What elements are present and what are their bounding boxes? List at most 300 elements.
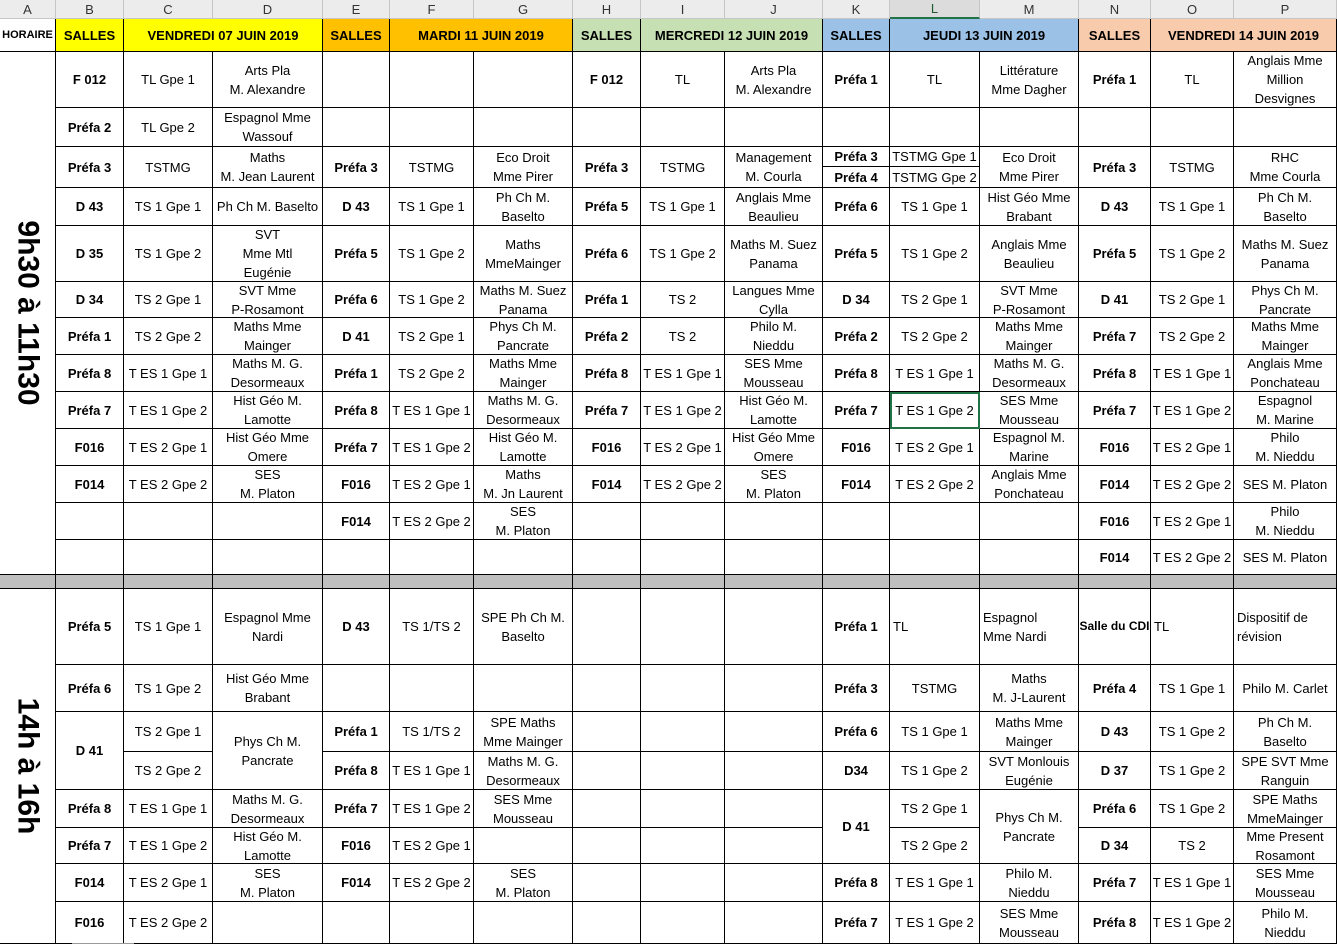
- subject-cell[interactable]: Hist Géo Mme Omere: [725, 429, 823, 466]
- room-cell[interactable]: Préfa 6: [323, 282, 390, 318]
- class-cell[interactable]: TSTMG: [390, 147, 474, 188]
- room-cell[interactable]: D 43: [1079, 712, 1151, 752]
- class-cell[interactable]: TSTMG Gpe 2: [890, 167, 980, 188]
- room-cell[interactable]: D 41: [56, 712, 124, 790]
- class-cell[interactable]: TS 2 Gpe 1: [890, 790, 980, 828]
- column-header-a[interactable]: A: [0, 0, 56, 19]
- room-cell[interactable]: D 43: [56, 188, 124, 226]
- class-cell-empty[interactable]: [641, 540, 725, 575]
- room-cell-empty[interactable]: [573, 864, 641, 902]
- room-cell-empty[interactable]: [573, 503, 641, 540]
- room-cell[interactable]: Salle du CDI: [1079, 589, 1151, 665]
- room-cell[interactable]: Préfa 8: [1079, 355, 1151, 392]
- class-cell[interactable]: TL: [890, 589, 980, 665]
- subject-cell[interactable]: Ph Ch M. Baselto: [1234, 188, 1337, 226]
- room-cell[interactable]: Préfa 8: [573, 355, 641, 392]
- column-header-k[interactable]: K: [823, 0, 890, 19]
- room-cell[interactable]: F016: [323, 466, 390, 503]
- room-cell[interactable]: Préfa 7: [573, 392, 641, 429]
- class-cell[interactable]: T ES 1 Gpe 2: [390, 429, 474, 466]
- room-cell[interactable]: D 41: [323, 318, 390, 355]
- room-cell[interactable]: D34: [823, 752, 890, 790]
- subject-cell[interactable]: Ph Ch M. Baselto: [1234, 712, 1337, 752]
- column-header-p[interactable]: P: [1234, 0, 1337, 19]
- class-cell[interactable]: T ES 2 Gpe 1: [1151, 429, 1234, 466]
- class-cell[interactable]: T ES 1 Gpe 1: [124, 790, 213, 828]
- class-cell[interactable]: T ES 1 Gpe 1: [390, 752, 474, 790]
- room-cell[interactable]: Préfa 5: [323, 226, 390, 282]
- class-cell[interactable]: TS 2 Gpe 2: [890, 828, 980, 864]
- room-cell[interactable]: Préfa 6: [823, 188, 890, 226]
- room-cell-empty[interactable]: [573, 540, 641, 575]
- subject-cell[interactable]: SVT Mme Mtl Eugénie: [213, 226, 323, 282]
- class-cell-empty[interactable]: [890, 108, 980, 147]
- subject-cell[interactable]: Espagnol Mme Nardi: [213, 589, 323, 665]
- salles-header-1[interactable]: SALLES: [323, 19, 390, 52]
- class-cell[interactable]: T ES 1 Gpe 1: [890, 355, 980, 392]
- subject-cell[interactable]: SES M. Platon: [213, 466, 323, 503]
- room-cell[interactable]: Préfa 1: [323, 712, 390, 752]
- room-cell[interactable]: Préfa 8: [823, 355, 890, 392]
- class-cell[interactable]: T ES 2 Gpe 2: [124, 902, 213, 944]
- room-cell[interactable]: Préfa 3: [823, 665, 890, 712]
- salles-header-3[interactable]: SALLES: [823, 19, 890, 52]
- class-cell[interactable]: T ES 2 Gpe 1: [124, 429, 213, 466]
- class-cell[interactable]: T ES 1 Gpe 2: [1151, 902, 1234, 944]
- subject-cell-empty[interactable]: [725, 589, 823, 665]
- subject-cell-empty[interactable]: [725, 712, 823, 752]
- subject-cell[interactable]: Maths M. Suez Panama: [725, 226, 823, 282]
- room-cell-empty[interactable]: [56, 503, 124, 540]
- room-cell[interactable]: D 35: [56, 226, 124, 282]
- column-header-h[interactable]: H: [573, 0, 641, 19]
- subject-cell[interactable]: SVT Mme P-Rosamont: [213, 282, 323, 318]
- class-cell-empty[interactable]: [641, 665, 725, 712]
- subject-cell[interactable]: Mme Present Rosamont: [1234, 828, 1337, 864]
- room-cell[interactable]: Préfa 7: [823, 902, 890, 944]
- class-cell[interactable]: TS 2 Gpe 2: [390, 355, 474, 392]
- room-cell[interactable]: F014: [323, 864, 390, 902]
- room-cell[interactable]: Préfa 4: [823, 167, 890, 188]
- subject-cell[interactable]: Maths Mme Mainger: [980, 712, 1079, 752]
- class-cell[interactable]: T ES 1 Gpe 2: [1151, 392, 1234, 429]
- class-cell[interactable]: TS 1 Gpe 2: [641, 226, 725, 282]
- subject-cell[interactable]: SES M. Platon: [1234, 540, 1337, 575]
- room-cell[interactable]: Préfa 5: [823, 226, 890, 282]
- subject-cell[interactable]: Espagnol Mme Wassouf: [213, 108, 323, 147]
- salles-header-0[interactable]: SALLES: [56, 19, 124, 52]
- subject-cell[interactable]: SPE Ph Ch M. Baselto: [474, 589, 573, 665]
- class-cell-empty[interactable]: [641, 589, 725, 665]
- subject-cell[interactable]: Anglais Mme Ponchateau: [1234, 355, 1337, 392]
- subject-cell-empty[interactable]: [980, 540, 1079, 575]
- room-cell[interactable]: Préfa 2: [56, 108, 124, 147]
- column-header-j[interactable]: J: [725, 0, 823, 19]
- subject-cell[interactable]: SES M. Platon: [1234, 466, 1337, 503]
- subject-cell[interactable]: Philo M. Nieddu: [725, 318, 823, 355]
- class-cell-empty[interactable]: [390, 902, 474, 944]
- subject-cell[interactable]: Maths Mme Mainger: [474, 355, 573, 392]
- room-cell[interactable]: Préfa 7: [56, 392, 124, 429]
- class-cell[interactable]: TS 1 Gpe 2: [1151, 712, 1234, 752]
- subject-cell[interactable]: Anglais Mme Beaulieu: [725, 188, 823, 226]
- subject-cell[interactable]: Hist Géo M. Lamotte: [213, 392, 323, 429]
- room-cell[interactable]: Préfa 3: [1079, 147, 1151, 188]
- subject-cell[interactable]: Maths M. Suez Panama: [474, 282, 573, 318]
- class-cell-empty[interactable]: [641, 712, 725, 752]
- room-cell[interactable]: F016: [323, 828, 390, 864]
- subject-cell-empty[interactable]: [725, 503, 823, 540]
- room-cell[interactable]: Préfa 6: [573, 226, 641, 282]
- room-cell[interactable]: Préfa 7: [823, 392, 890, 429]
- room-cell[interactable]: Préfa 1: [573, 282, 641, 318]
- class-cell[interactable]: TL: [1151, 589, 1234, 665]
- subject-cell-empty[interactable]: [725, 864, 823, 902]
- subject-cell-empty[interactable]: [980, 503, 1079, 540]
- class-cell-empty[interactable]: [641, 828, 725, 864]
- subject-cell[interactable]: SES M. Platon: [725, 466, 823, 503]
- subject-cell[interactable]: Maths M. G. Desormeaux: [980, 355, 1079, 392]
- class-cell[interactable]: TSTMG: [1151, 147, 1234, 188]
- room-cell-empty[interactable]: [323, 665, 390, 712]
- subject-cell[interactable]: Anglais Mme Million Desvignes: [1234, 52, 1337, 108]
- class-cell[interactable]: T ES 2 Gpe 2: [641, 466, 725, 503]
- class-cell[interactable]: TS 2 Gpe 1: [890, 282, 980, 318]
- room-cell[interactable]: D 41: [823, 790, 890, 864]
- column-header-e[interactable]: E: [323, 0, 390, 19]
- room-cell[interactable]: Préfa 1: [56, 318, 124, 355]
- subject-cell-empty[interactable]: [980, 108, 1079, 147]
- room-cell[interactable]: D 43: [323, 589, 390, 665]
- class-cell[interactable]: TS 1 Gpe 1: [390, 188, 474, 226]
- room-cell-empty[interactable]: [323, 540, 390, 575]
- column-header-f[interactable]: F: [390, 0, 474, 19]
- class-cell[interactable]: TS 2 Gpe 1: [390, 318, 474, 355]
- class-cell[interactable]: TS 2 Gpe 2: [1151, 318, 1234, 355]
- subject-cell-empty[interactable]: [725, 540, 823, 575]
- subject-cell[interactable]: Maths Mme Mainger: [213, 318, 323, 355]
- subject-cell[interactable]: Anglais Mme Ponchateau: [980, 466, 1079, 503]
- room-cell[interactable]: Préfa 1: [323, 355, 390, 392]
- room-cell[interactable]: F014: [323, 503, 390, 540]
- class-cell[interactable]: TS 2 Gpe 2: [124, 318, 213, 355]
- subject-cell-empty[interactable]: [725, 108, 823, 147]
- class-cell[interactable]: TS 2 Gpe 2: [890, 318, 980, 355]
- room-cell-empty[interactable]: [323, 108, 390, 147]
- class-cell[interactable]: TS 1 Gpe 2: [390, 226, 474, 282]
- horaire-header[interactable]: HORAIRE: [0, 19, 56, 52]
- room-cell-empty[interactable]: [573, 665, 641, 712]
- subject-cell[interactable]: Hist Géo M. Lamotte: [213, 828, 323, 864]
- subject-cell-empty[interactable]: [725, 665, 823, 712]
- subject-cell-empty[interactable]: [725, 790, 823, 828]
- class-cell-empty[interactable]: [390, 540, 474, 575]
- column-header-n[interactable]: N: [1079, 0, 1151, 19]
- class-cell[interactable]: TS 1 Gpe 1: [1151, 665, 1234, 712]
- room-cell[interactable]: F016: [56, 429, 124, 466]
- subject-cell[interactable]: Langues Mme Cylla: [725, 282, 823, 318]
- subject-cell[interactable]: Espagnol M. Marine: [980, 429, 1079, 466]
- subject-cell-empty[interactable]: [213, 503, 323, 540]
- room-cell[interactable]: F 012: [56, 52, 124, 108]
- class-cell[interactable]: TS 1/TS 2: [390, 712, 474, 752]
- subject-cell[interactable]: Hist Géo M. Lamotte: [474, 429, 573, 466]
- sheet-tab[interactable]: [72, 943, 134, 948]
- selected-cell-l11[interactable]: T ES 1 Gpe 2: [890, 392, 980, 429]
- class-cell[interactable]: T ES 1 Gpe 1: [1151, 355, 1234, 392]
- class-cell[interactable]: T ES 2 Gpe 1: [390, 828, 474, 864]
- room-cell[interactable]: D 41: [1079, 282, 1151, 318]
- subject-cell[interactable]: Espagnol Mme Nardi: [980, 589, 1079, 665]
- room-cell[interactable]: Préfa 3: [323, 147, 390, 188]
- class-cell[interactable]: TL: [890, 52, 980, 108]
- class-cell[interactable]: TS 2 Gpe 1: [124, 712, 213, 752]
- room-cell[interactable]: Préfa 8: [1079, 902, 1151, 944]
- class-cell[interactable]: T ES 2 Gpe 2: [390, 864, 474, 902]
- column-header-c[interactable]: C: [124, 0, 213, 19]
- class-cell[interactable]: TS 1 Gpe 2: [890, 226, 980, 282]
- class-cell[interactable]: T ES 2 Gpe 1: [641, 429, 725, 466]
- subject-cell[interactable]: Eco Droit Mme Pirer: [980, 147, 1079, 188]
- room-cell[interactable]: F 012: [573, 52, 641, 108]
- room-cell[interactable]: D 37: [1079, 752, 1151, 790]
- class-cell[interactable]: TSTMG: [641, 147, 725, 188]
- room-cell[interactable]: D 34: [56, 282, 124, 318]
- class-cell[interactable]: TL Gpe 2: [124, 108, 213, 147]
- class-cell[interactable]: TS 1 Gpe 2: [890, 752, 980, 790]
- class-cell[interactable]: TS 2 Gpe 1: [1151, 282, 1234, 318]
- day-header-3[interactable]: JEUDI 13 JUIN 2019: [890, 19, 1079, 52]
- room-cell[interactable]: F014: [1079, 540, 1151, 575]
- room-cell[interactable]: F014: [1079, 466, 1151, 503]
- class-cell[interactable]: TS 1 Gpe 2: [1151, 226, 1234, 282]
- subject-cell[interactable]: SVT Mme P-Rosamont: [980, 282, 1079, 318]
- subject-cell[interactable]: Ph Ch M. Baselto: [213, 188, 323, 226]
- subject-cell[interactable]: SES M. Platon: [474, 503, 573, 540]
- room-cell[interactable]: Préfa 8: [56, 355, 124, 392]
- subject-cell[interactable]: Philo M. Carlet: [1234, 665, 1337, 712]
- class-cell[interactable]: T ES 2 Gpe 1: [1151, 503, 1234, 540]
- subject-cell[interactable]: SES M. Platon: [474, 864, 573, 902]
- room-cell[interactable]: Préfa 2: [573, 318, 641, 355]
- subject-cell[interactable]: RHC Mme Courla: [1234, 147, 1337, 188]
- class-cell[interactable]: TL Gpe 1: [124, 52, 213, 108]
- class-cell[interactable]: TS 2: [641, 282, 725, 318]
- subject-cell[interactable]: Management M. Courla: [725, 147, 823, 188]
- subject-cell[interactable]: Ph Ch M. Baselto: [474, 188, 573, 226]
- room-cell[interactable]: D 34: [823, 282, 890, 318]
- class-cell[interactable]: T ES 1 Gpe 1: [390, 392, 474, 429]
- subject-cell[interactable]: SPE Maths Mme Mainger: [474, 712, 573, 752]
- subject-cell-empty[interactable]: [725, 902, 823, 944]
- room-cell-empty[interactable]: [573, 589, 641, 665]
- room-cell-empty[interactable]: [56, 540, 124, 575]
- room-cell[interactable]: F014: [56, 864, 124, 902]
- class-cell[interactable]: T ES 2 Gpe 2: [124, 466, 213, 503]
- class-cell[interactable]: TS 1 Gpe 2: [1151, 752, 1234, 790]
- class-cell[interactable]: T ES 1 Gpe 2: [124, 828, 213, 864]
- day-header-1[interactable]: MARDI 11 JUIN 2019: [390, 19, 573, 52]
- class-cell[interactable]: T ES 1 Gpe 1: [1151, 864, 1234, 902]
- column-header-d[interactable]: D: [213, 0, 323, 19]
- class-cell[interactable]: T ES 2 Gpe 2: [890, 466, 980, 503]
- column-header-g[interactable]: G: [474, 0, 573, 19]
- class-cell-empty[interactable]: [641, 864, 725, 902]
- subject-cell[interactable]: SPE SVT Mme Ranguin: [1234, 752, 1337, 790]
- subject-cell[interactable]: Eco Droit Mme Pirer: [474, 147, 573, 188]
- room-cell[interactable]: D 43: [1079, 188, 1151, 226]
- subject-cell[interactable]: Hist Géo Mme Brabant: [213, 665, 323, 712]
- class-cell-empty[interactable]: [890, 503, 980, 540]
- class-cell-empty[interactable]: [390, 665, 474, 712]
- class-cell[interactable]: T ES 2 Gpe 2: [1151, 466, 1234, 503]
- room-cell[interactable]: Préfa 3: [823, 147, 890, 167]
- room-cell-empty[interactable]: [823, 503, 890, 540]
- subject-cell-empty[interactable]: [474, 540, 573, 575]
- class-cell[interactable]: TL: [641, 52, 725, 108]
- class-cell[interactable]: T ES 1 Gpe 1: [124, 355, 213, 392]
- subject-cell[interactable]: Anglais Mme Beaulieu: [980, 226, 1079, 282]
- class-cell[interactable]: T ES 1 Gpe 2: [124, 392, 213, 429]
- class-cell[interactable]: T ES 2 Gpe 1: [890, 429, 980, 466]
- class-cell[interactable]: TS 1 Gpe 2: [390, 282, 474, 318]
- room-cell-empty[interactable]: [573, 712, 641, 752]
- day-header-0[interactable]: VENDREDI 07 JUIN 2019: [124, 19, 323, 52]
- class-cell-empty[interactable]: [1151, 108, 1234, 147]
- subject-cell[interactable]: SES Mme Mousseau: [980, 392, 1079, 429]
- room-cell[interactable]: Préfa 8: [323, 752, 390, 790]
- room-cell[interactable]: Préfa 4: [1079, 665, 1151, 712]
- subject-cell[interactable]: Philo M. Nieddu: [1234, 503, 1337, 540]
- class-cell-empty[interactable]: [641, 108, 725, 147]
- room-cell[interactable]: Préfa 5: [573, 188, 641, 226]
- subject-cell[interactable]: Maths M. Jean Laurent: [213, 147, 323, 188]
- class-cell[interactable]: T ES 2 Gpe 1: [124, 864, 213, 902]
- room-cell[interactable]: Préfa 3: [56, 147, 124, 188]
- subject-cell[interactable]: [213, 902, 323, 944]
- subject-cell[interactable]: Phys Ch M. Pancrate: [1234, 282, 1337, 318]
- subject-cell-empty[interactable]: [474, 902, 573, 944]
- room-cell[interactable]: Préfa 8: [323, 392, 390, 429]
- subject-cell[interactable]: Dispositif de révision: [1234, 589, 1337, 665]
- class-cell-empty[interactable]: [641, 752, 725, 790]
- room-cell[interactable]: F016: [56, 902, 124, 944]
- class-cell-empty[interactable]: [641, 790, 725, 828]
- class-cell-empty[interactable]: [124, 540, 213, 575]
- day-header-4[interactable]: VENDREDI 14 JUIN 2019: [1151, 19, 1337, 52]
- room-cell[interactable]: F016: [1079, 429, 1151, 466]
- room-cell[interactable]: F016: [823, 429, 890, 466]
- subject-cell[interactable]: Maths M. G. Desormeaux: [474, 752, 573, 790]
- room-cell-empty[interactable]: [823, 108, 890, 147]
- subject-cell-empty[interactable]: [725, 828, 823, 864]
- subject-cell[interactable]: Maths M. Suez Panama: [1234, 226, 1337, 282]
- subject-cell-empty[interactable]: [474, 665, 573, 712]
- room-cell[interactable]: Préfa 5: [1079, 226, 1151, 282]
- subject-cell[interactable]: [474, 828, 573, 864]
- room-cell-empty[interactable]: [323, 52, 390, 108]
- room-cell[interactable]: D 43: [323, 188, 390, 226]
- subject-cell[interactable]: Maths Mme Mainger: [1234, 318, 1337, 355]
- subject-cell[interactable]: SPE Maths MmeMainger: [1234, 790, 1337, 828]
- room-cell[interactable]: Préfa 1: [1079, 52, 1151, 108]
- class-cell[interactable]: TS 1 Gpe 2: [1151, 790, 1234, 828]
- column-header-b[interactable]: B: [56, 0, 124, 19]
- room-cell[interactable]: Préfa 7: [1079, 318, 1151, 355]
- subject-cell[interactable]: Maths M. Jn Laurent: [474, 466, 573, 503]
- class-cell[interactable]: T ES 1 Gpe 2: [390, 790, 474, 828]
- room-cell[interactable]: Préfa 7: [1079, 392, 1151, 429]
- subject-cell[interactable]: Maths M. J-Laurent: [980, 665, 1079, 712]
- class-cell[interactable]: TSTMG Gpe 1: [890, 147, 980, 167]
- subject-cell[interactable]: Maths M. G. Desormeaux: [213, 790, 323, 828]
- class-cell[interactable]: TS 2 Gpe 2: [124, 752, 213, 790]
- room-cell-empty[interactable]: [573, 790, 641, 828]
- class-cell[interactable]: TS 1 Gpe 1: [890, 188, 980, 226]
- subject-cell[interactable]: Philo M. Nieddu: [1234, 902, 1337, 944]
- class-cell[interactable]: TS 1 Gpe 2: [124, 226, 213, 282]
- room-cell[interactable]: F016: [573, 429, 641, 466]
- room-cell[interactable]: F014: [56, 466, 124, 503]
- room-cell-empty[interactable]: [573, 108, 641, 147]
- subject-cell[interactable]: Philo M. Nieddu: [1234, 429, 1337, 466]
- room-cell[interactable]: D 34: [1079, 828, 1151, 864]
- room-cell[interactable]: Préfa 7: [323, 790, 390, 828]
- room-cell-empty[interactable]: [573, 828, 641, 864]
- day-header-2[interactable]: MERCREDI 12 JUIN 2019: [641, 19, 823, 52]
- subject-cell[interactable]: Littérature Mme Dagher: [980, 52, 1079, 108]
- subject-cell-empty[interactable]: [725, 752, 823, 790]
- room-cell-empty[interactable]: [323, 902, 390, 944]
- room-cell[interactable]: Préfa 8: [823, 864, 890, 902]
- class-cell[interactable]: TL: [1151, 52, 1234, 108]
- room-cell[interactable]: F014: [823, 466, 890, 503]
- class-cell[interactable]: TS 1 Gpe 1: [890, 712, 980, 752]
- column-header-i[interactable]: I: [641, 0, 725, 19]
- class-cell[interactable]: T ES 1 Gpe 1: [641, 355, 725, 392]
- class-cell-empty[interactable]: [641, 503, 725, 540]
- class-cell[interactable]: T ES 2 Gpe 2: [390, 503, 474, 540]
- room-cell-empty[interactable]: [573, 752, 641, 790]
- subject-cell[interactable]: Hist Géo Mme Brabant: [980, 188, 1079, 226]
- room-cell-empty[interactable]: [823, 540, 890, 575]
- subject-cell[interactable]: Philo M. Nieddu: [980, 864, 1079, 902]
- subject-cell[interactable]: Phys Ch M. Pancrate: [213, 712, 323, 790]
- subject-cell[interactable]: Arts Pla M. Alexandre: [725, 52, 823, 108]
- class-cell-empty[interactable]: [390, 52, 474, 108]
- subject-cell[interactable]: Arts Pla M. Alexandre: [213, 52, 323, 108]
- class-cell[interactable]: TS 1 Gpe 1: [1151, 188, 1234, 226]
- room-cell[interactable]: Préfa 6: [56, 665, 124, 712]
- subject-cell-empty[interactable]: [474, 52, 573, 108]
- subject-cell[interactable]: SES Mme Mousseau: [725, 355, 823, 392]
- room-cell[interactable]: Préfa 8: [56, 790, 124, 828]
- room-cell-empty[interactable]: [1079, 108, 1151, 147]
- class-cell[interactable]: T ES 1 Gpe 2: [641, 392, 725, 429]
- room-cell[interactable]: Préfa 3: [573, 147, 641, 188]
- class-cell-empty[interactable]: [124, 503, 213, 540]
- class-cell-empty[interactable]: [390, 108, 474, 147]
- subject-cell[interactable]: Maths M. G. Desormeaux: [213, 355, 323, 392]
- class-cell-empty[interactable]: [641, 902, 725, 944]
- class-cell[interactable]: TS 1 Gpe 1: [124, 589, 213, 665]
- subject-cell[interactable]: SES M. Platon: [213, 864, 323, 902]
- salles-header-2[interactable]: SALLES: [573, 19, 641, 52]
- salles-header-4[interactable]: SALLES: [1079, 19, 1151, 52]
- subject-cell[interactable]: Hist Géo Mme Omere: [213, 429, 323, 466]
- class-cell[interactable]: TSTMG: [124, 147, 213, 188]
- class-cell[interactable]: TS 1 Gpe 2: [124, 665, 213, 712]
